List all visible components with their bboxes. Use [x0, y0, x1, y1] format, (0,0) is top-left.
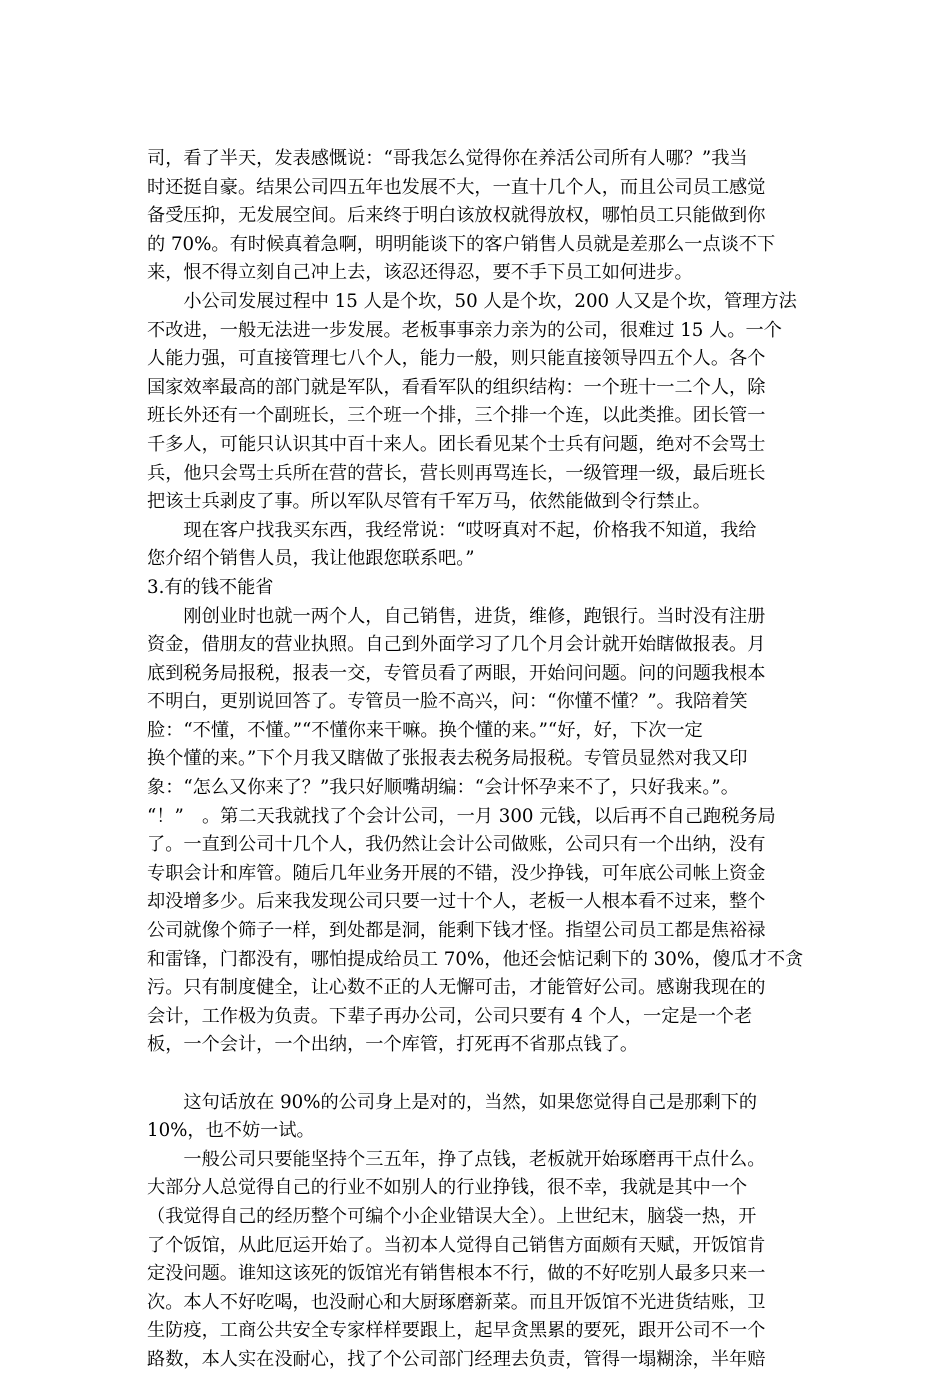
text-line: 国家效率最高的部门就是军队，看看军队的组织结构：一个班十一二个人，除 — [147, 376, 766, 398]
text-line: 路数，本人实在没耐心，找了个公司部门经理去负责，管得一塌糊涂，半年赔 — [147, 1348, 766, 1370]
text-line: 的 70%。有时候真着急啊，明明能谈下的客户销售人员就是差那么一点谈不下 — [147, 233, 776, 255]
text-line: 刚创业时也就一两个人，自己销售，进货，维修，跑银行。当时没有注册 — [147, 605, 766, 627]
text-line: 了。一直到公司十几个人，我仍然让会计公司做账，公司只有一个出纳，没有 — [147, 834, 766, 856]
text-line: 这句话放在 90%的公司身上是对的，当然，如果您觉得自己是那剩下的 — [147, 1091, 758, 1113]
text-line: 现在客户找我买东西，我经常说：“哎呀真对不起，价格我不知道，我给 — [147, 519, 757, 541]
text-line: 定没问题。谁知这该死的饭馆光有销售根本不行，做的不好吃别人最多只来一 — [147, 1263, 766, 1285]
text-line: 专职会计和库管。随后几年业务开展的不错，没少挣钱，可年底公司帐上资金 — [147, 862, 766, 884]
text-line: 来，恨不得立刻自己冲上去，该忍还得忍，要不手下员工如何进步。 — [147, 262, 693, 284]
document-body-text — [147, 145, 805, 1375]
text-line: 换个懂的来。”下个月我又瞎做了张报表去税务局报税。专管员显然对我又印 — [147, 748, 748, 770]
text-line: 底到税务局报税，报表一交，专管员看了两眼，开始问问题。问的问题我根本 — [147, 662, 766, 684]
text-line: 班长外还有一个副班长，三个班一个排，三个排一个连，以此类推。团长管一 — [147, 405, 766, 427]
text-line: 一般公司只要能坚持个三五年，挣了点钱，老板就开始琢磨再干点什么。 — [147, 1148, 766, 1170]
text-line: 司，看了半天，发表感慨说：“哥我怎么觉得你在养活公司所有人哪？”我当 — [147, 148, 748, 169]
text-line: 把该士兵剥皮了事。所以军队尽管有千军万马，依然能做到令行禁止。 — [147, 491, 711, 513]
text-line: 生防疫，工商公共安全专家样样要跟上，起早贪黑累的要死，跟开公司不一个 — [147, 1320, 766, 1342]
text-line: 和雷锋，门都没有，哪怕提成给员工 70%，他还会惦记剩下的 30%，傻瓜才不贪 — [147, 948, 804, 970]
text-line: 次。本人不好吃喝，也没耐心和大厨琢磨新菜。而且开饭馆不光进货结账，卫 — [147, 1291, 766, 1313]
text-line: 板，一个会计，一个出纳，一个库管，打死再不省那点钱了。 — [147, 1034, 639, 1056]
text-line: 人能力强，可直接管理七八个人，能力一般，则只能直接领导四五个人。各个 — [147, 348, 766, 370]
text-line: 资金，借朋友的营业执照。自己到外面学习了几个月会计就开始瞎做报表。月 — [147, 634, 766, 656]
text-line: 3.有的钱不能省 — [147, 576, 274, 598]
text-line: 了个饭馆，从此厄运开始了。当初本人觉得自己销售方面颇有天赋，开饭馆肯 — [147, 1234, 766, 1256]
text-line: 兵，他只会骂士兵所在营的营长，营长则再骂连长，一级管理一级，最后班长 — [147, 462, 766, 484]
text-line: 不明白，更别说回答了。专管员一脸不高兴，问：“你懂不懂？”。我陪着笑 — [147, 691, 748, 713]
text-line: 备受压抑，无发展空间。后来终于明白该放权就得放权，哪怕员工只能做到你 — [147, 205, 766, 227]
text-line: 小公司发展过程中 15 人是个坎，50 人是个坎，200 人又是个坎，管理方法 — [147, 290, 797, 312]
text-line: 公司就像个筛子一样，到处都是洞，能剩下钱才怪。指望公司员工都是焦裕禄 — [147, 920, 766, 942]
text-line: 10%，也不妨一试。 — [147, 1120, 315, 1142]
text-line: 千多人，可能只认识其中百十来人。团长看见某个士兵有问题，绝对不会骂士 — [147, 433, 766, 455]
text-line: 大部分人总觉得自己的行业不如别人的行业挣钱，很不幸，我就是其中一个 — [147, 1177, 748, 1199]
text-line: 却没增多少。后来我发现公司只要一过十个人，老板一人根本看不过来，整个 — [147, 891, 766, 913]
text-line: “！” 。第二天我就找了个会计公司，一月 300 元钱，以后再不自己跑税务局 — [147, 805, 776, 827]
text-line: 时还挺自豪。结果公司四五年也发展不大，一直十几个人，而且公司员工感觉 — [147, 176, 766, 198]
text-line: 污。只有制度健全，让心数不正的人无懈可击，才能管好公司。感谢我现在的 — [147, 977, 766, 999]
blank-line — [147, 1060, 805, 1089]
text-line: 不改进，一般无法进一步发展。老板事事亲力亲为的公司，很难过 15 人。一个 — [147, 319, 782, 341]
text-line: 脸：“不懂，不懂。”“不懂你来干嘛。换个懂的来。”“好，好，下次一定 — [147, 719, 703, 741]
text-line: 您介绍个销售人员，我让他跟您联系吧。” — [147, 548, 475, 570]
text-line: 会计，工作极为负责。下辈子再办公司，公司只要有 4 个人，一定是一个老 — [147, 1005, 753, 1027]
text-line: （我觉得自己的经历整个可编个小企业错误大全）。上世纪末，脑袋一热，开 — [147, 1205, 757, 1227]
text-line: 象：“怎么又你来了？”我只好顺嘴胡编：“会计怀孕来不了，只好我来。”。 — [147, 777, 739, 799]
